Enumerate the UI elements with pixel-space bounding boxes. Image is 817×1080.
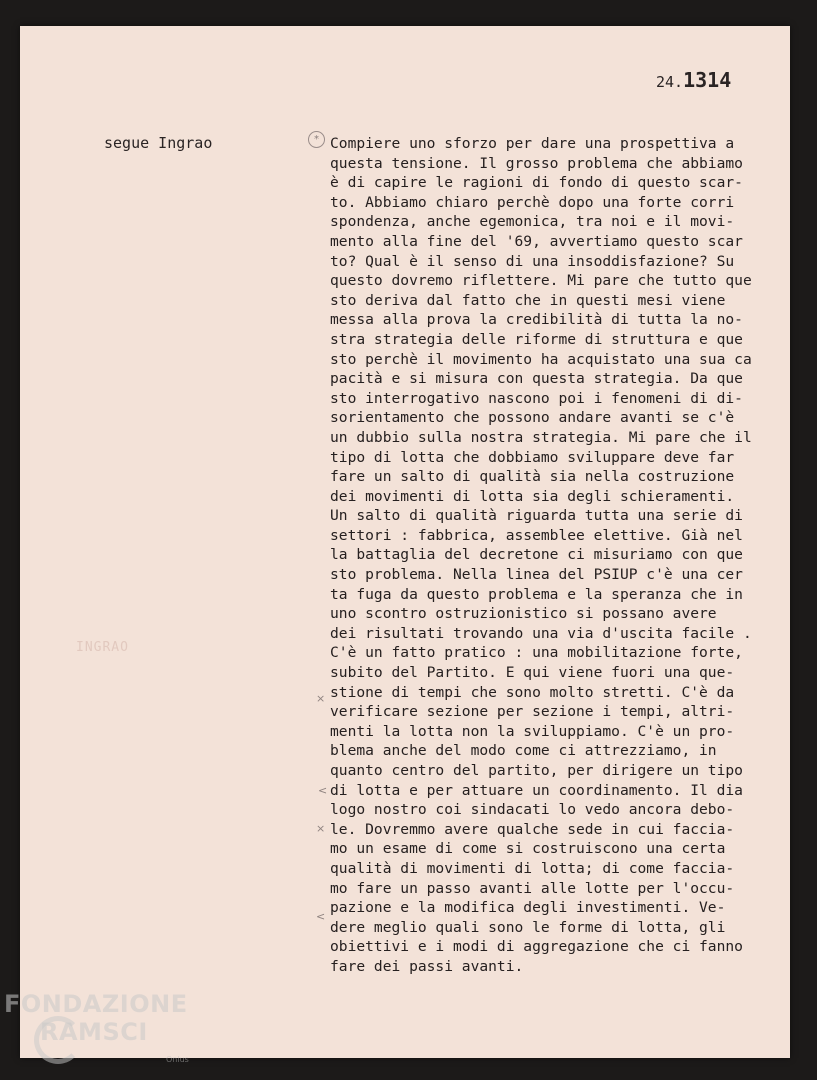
text-line: stione di tempi che sono molto stretti. C'è da bbox=[330, 683, 735, 701]
text-line: Compiere uno sforzo per dare una prospettiva a bbox=[330, 135, 735, 152]
text-line: menti la lotta non la sviluppiamo. C'è un pro- bbox=[330, 722, 735, 740]
text-line: questa tensione. Il grosso problema che abbiamo bbox=[330, 154, 743, 172]
text-line: obiettivi e i modi di aggregazione che ci fanno bbox=[330, 938, 743, 956]
circled-annotation-mark: * bbox=[308, 131, 325, 148]
text-line: stra strategia delle riforme di struttura e que bbox=[330, 330, 743, 348]
text-line: sto perchè il movimento ha acquistato una sua ca bbox=[330, 350, 752, 368]
text-line: questo dovremo riflettere. Mi pare che tutto que bbox=[330, 272, 752, 290]
margin-mark-4: < bbox=[316, 910, 326, 923]
typed-body-text bbox=[330, 134, 770, 977]
text-line: pacità e si misura con questa strategia. Da que bbox=[330, 370, 743, 388]
text-line: dei risultati trovando una via d'uscita facile . bbox=[330, 624, 752, 642]
text-line: logo nostro coi sindacati lo vedo ancora debo- bbox=[330, 801, 735, 819]
text-line: la battaglia del decretone ci misuriamo con que bbox=[330, 546, 743, 564]
margin-mark-1: × bbox=[316, 692, 326, 705]
text-line: mo fare un passo avanti alle lotte per l'occu- bbox=[330, 879, 735, 897]
text-line: C'è un fatto pratico : una mobilitazione forte, bbox=[330, 644, 743, 662]
text-line: mento alla fine del '69, avvertiamo questo scar bbox=[330, 232, 743, 250]
watermark-line-1: FONDAZIONE bbox=[4, 990, 188, 1018]
text-line: quanto centro del partito, per dirigere un tipo bbox=[330, 762, 743, 779]
margin-mark-3: × bbox=[316, 822, 326, 835]
watermark-onlus: Onlus bbox=[166, 1055, 189, 1064]
ghost-speaker-label: INGRAO bbox=[76, 640, 129, 655]
text-line: uno scontro ostruzionistico si possano avere bbox=[330, 605, 717, 623]
text-line: fare un salto di qualità sia nella costruzione bbox=[330, 468, 735, 486]
text-line: subito del Partito. E qui viene fuori una que- bbox=[330, 664, 735, 682]
text-line: un dubbio sulla nostra strategia. Mi pare che il bbox=[330, 428, 752, 446]
fondazione-gramsci-watermark bbox=[4, 990, 189, 1064]
text-line: sorientamento che possono andare avanti se c'è bbox=[330, 409, 735, 427]
speaker-label: segue Ingrao bbox=[104, 134, 213, 152]
text-line: to. Abbiamo chiaro perchè dopo una forte corri bbox=[330, 193, 735, 211]
text-line: to? Qual è il senso di una insoddisfazione? Su bbox=[330, 252, 735, 270]
text-line: blema anche del modo come ci attrezziamo, in bbox=[330, 742, 717, 760]
text-line: è di capire le ragioni di fondo di questo scar- bbox=[330, 174, 743, 192]
page-number-prefix: 24. bbox=[656, 73, 684, 91]
text-line: verificare sezione per sezione i tempi, altri- bbox=[330, 703, 735, 721]
text-line: le. Dovremmo avere qualche sede in cui faccia- bbox=[330, 820, 735, 838]
text-line: Un salto di qualità riguarda tutta una serie di bbox=[330, 507, 743, 525]
text-line: mo un esame di come si costruiscono una certa bbox=[330, 840, 726, 858]
text-line: dere meglio quali sono le forme di lotta, gli bbox=[330, 918, 726, 936]
text-line: pazione e la modifica degli investimenti. Ve- bbox=[330, 899, 726, 917]
page-number-value: 1314 bbox=[683, 68, 732, 92]
text-line: qualità di movimenti di lotta; di come faccia- bbox=[330, 859, 735, 877]
text-line: tipo di lotta che dobbiamo sviluppare deve far bbox=[330, 448, 735, 466]
text-line: fare dei passi avanti. bbox=[330, 957, 524, 975]
text-line: sto interrogativo nascono poi i fenomeni di di- bbox=[330, 389, 743, 407]
text-line: ta fuga da questo problema e la speranza che in bbox=[330, 585, 743, 603]
text-line: spondenza, anche egemonica, tra noi e il movi- bbox=[330, 213, 735, 231]
text-line: di lotta e per attuare un coordinamento. Il dia bbox=[330, 781, 743, 799]
page-number bbox=[656, 68, 731, 92]
text-line: sto deriva dal fatto che in questi mesi viene bbox=[330, 291, 726, 309]
margin-mark-2: < bbox=[318, 784, 328, 797]
text-line: settori : fabbrica, assemblee elettive. Già nel bbox=[330, 526, 743, 544]
text-line: messa alla prova la credibilità di tutta la no- bbox=[330, 311, 743, 329]
text-line: dei movimenti di lotta sia degli schieramenti. bbox=[330, 487, 735, 505]
text-line: sto problema. Nella linea del PSIUP c'è una cer bbox=[330, 566, 743, 584]
watermark-line-2: RAMSCI bbox=[40, 1018, 148, 1046]
watermark-g-logo-icon bbox=[34, 1016, 82, 1064]
